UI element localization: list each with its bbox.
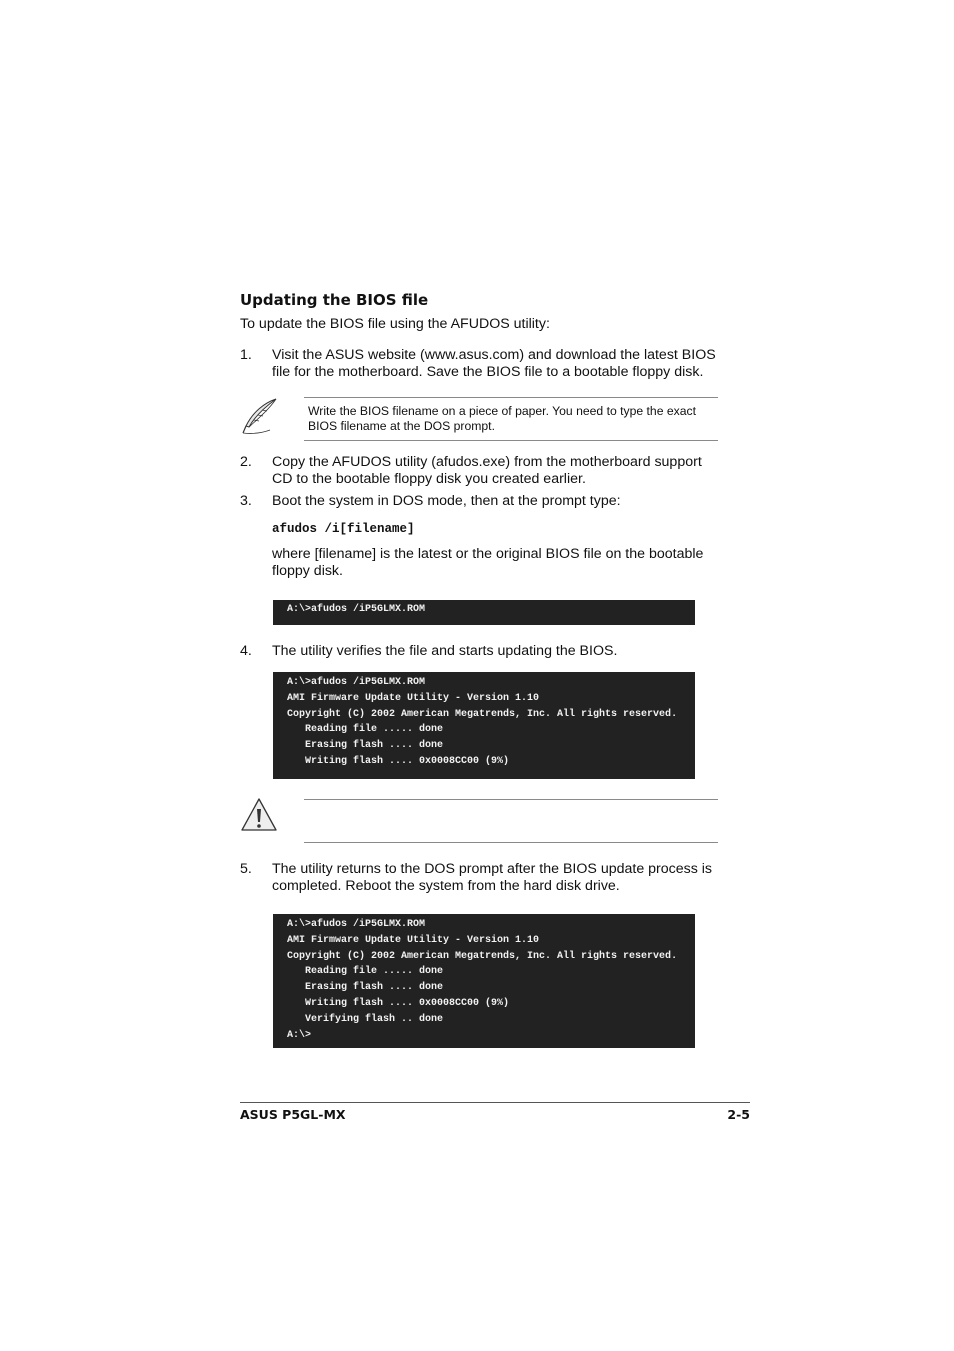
step-text: The utility returns to the DOS prompt after the BIOS update process is completed. Reboot the system from the hard disk drive. xyxy=(272,861,713,894)
terminal-line: A:\>afudos /iP5GLMX.ROM xyxy=(287,677,426,688)
footer-product-name: ASUS P5GL-MX xyxy=(240,1107,346,1122)
footer-page-number: 2-5 xyxy=(727,1107,750,1122)
warning-top-rule xyxy=(304,799,718,800)
step-number: 4. xyxy=(240,643,252,659)
warning-bottom-rule xyxy=(304,842,718,843)
terminal-line: Copyright (C) 2002 American Megatrends, Inc. All rights reserved. xyxy=(287,708,678,720)
terminal-line: Verifying flash .. done xyxy=(305,1013,444,1025)
step-number: 5. xyxy=(240,861,252,877)
step-text: The utility verifies the file and starts updating the BIOS. xyxy=(272,643,618,659)
step-text: Visit the ASUS website (www.asus.com) and download the latest BIOS file for the motherboard. Save the BIOS file to a bootable floppy disk. xyxy=(272,347,716,380)
terminal-box-3 xyxy=(273,914,695,1048)
terminal-line: AMI Firmware Update Utility - Version 1.10 xyxy=(287,934,540,946)
note-top-rule xyxy=(304,397,718,398)
terminal-line: Reading file ..... done xyxy=(305,724,444,736)
terminal-box-2 xyxy=(273,672,695,779)
terminal-line: Copyright (C) 2002 American Megatrends, Inc. All rights reserved. xyxy=(287,950,678,962)
step-number: 2. xyxy=(240,454,252,470)
step-text: Copy the AFUDOS utility (afudos.exe) from the motherboard support CD to the bootable floppy disk you created earlier. xyxy=(272,454,702,487)
command-text: afudos /i[filename] xyxy=(272,522,415,536)
terminal-line: A:\>afudos /iP5GLMX.ROM xyxy=(287,919,426,930)
quill-icon xyxy=(240,396,280,436)
where-text: where [filename] is the latest or the original BIOS file on the bootable floppy disk. xyxy=(272,546,704,579)
note-bottom-rule xyxy=(304,440,718,441)
footer-rule xyxy=(240,1102,750,1103)
terminal-box-1 xyxy=(273,600,695,625)
terminal-line: A:\> xyxy=(287,1029,312,1041)
step-number: 3. xyxy=(240,493,252,509)
terminal-line: Reading file ..... done xyxy=(305,966,444,978)
note-text: Write the BIOS filename on a piece of paper. You need to type the exact BIOS filename at the DOS prompt. xyxy=(308,404,696,433)
terminal-line: A:\>afudos /iP5GLMX.ROM xyxy=(287,604,426,615)
terminal-line: Erasing flash .... done xyxy=(305,982,444,994)
step-text: Boot the system in DOS mode, then at the prompt type: xyxy=(272,493,621,509)
warning-triangle-icon xyxy=(240,797,278,833)
terminal-line: Writing flash .... 0x0008CC00 (9%) xyxy=(305,755,510,767)
section-title: Updating the BIOS file xyxy=(240,291,429,309)
terminal-line: AMI Firmware Update Utility - Version 1.10 xyxy=(287,692,540,704)
terminal-line: Erasing flash .... done xyxy=(305,740,444,752)
terminal-line: Writing flash .... 0x0008CC00 (9%) xyxy=(305,997,510,1009)
step-number: 1. xyxy=(240,347,252,363)
intro-text: To update the BIOS file using the AFUDOS utility: xyxy=(240,316,550,332)
